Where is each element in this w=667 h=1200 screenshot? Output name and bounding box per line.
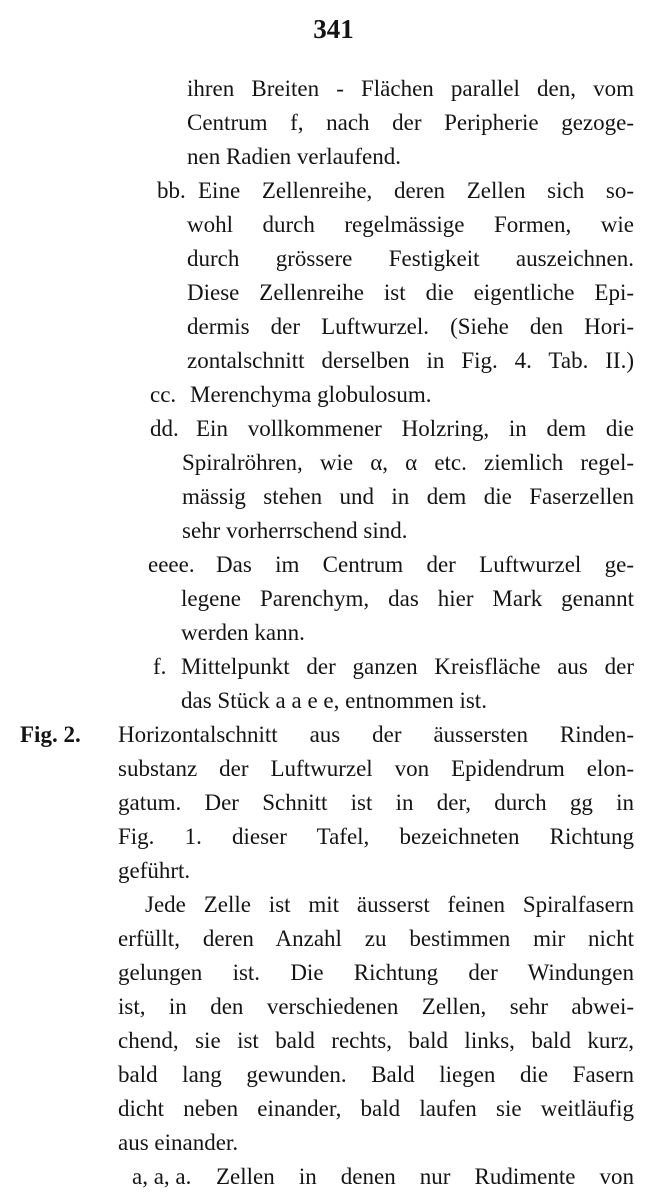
- text-line: Diese Zellenreihe ist die eigentliche Epi-: [187, 280, 634, 305]
- text-line: Jede Zelle ist mit äusserst feinen Spiralfasern: [145, 892, 634, 917]
- text-line: aus einander.: [118, 1130, 239, 1155]
- page-number: 341: [313, 14, 354, 44]
- text-line: gelungen ist. Die Richtung der Windungen: [118, 960, 634, 985]
- text-line: werden kann.: [181, 620, 305, 645]
- text-line: geführt.: [118, 858, 191, 883]
- text-line: mässig stehen und in dem die Faserzellen: [182, 484, 634, 509]
- text-line: Ein vollkommener Holzring, in dem die: [196, 416, 634, 441]
- text-line: Das im Centrum der Luftwurzel ge-: [216, 552, 634, 577]
- item-label-dd: dd.: [150, 416, 179, 441]
- item-label-cc: cc.: [150, 382, 177, 407]
- text-line: dermis der Luftwurzel. (Siehe den Hori-: [187, 314, 634, 339]
- text-line: gatum. Der Schnitt ist in der, durch gg in: [118, 790, 634, 815]
- text-line: legene Parenchym, das hier Mark genannt: [181, 586, 634, 611]
- text-line: ist, in den verschiedenen Zellen, sehr abwei-: [118, 994, 634, 1019]
- text-line: Mittelpunkt der ganzen Kreisfläche aus der: [181, 654, 634, 679]
- text-line: bald lang gewunden. Bald liegen die Fasern: [118, 1062, 634, 1087]
- text-line: Spiralröhren, wie α, α etc. ziemlich regel-: [182, 450, 634, 475]
- text-line: Centrum f, nach der Peripherie gezoge-: [187, 110, 634, 135]
- item-label-f: f.: [153, 654, 167, 679]
- item-label-bb: bb.: [157, 178, 186, 203]
- text-line: Zellen in denen nur Rudimente von: [216, 1164, 634, 1189]
- text-line: chend, sie ist bald rechts, bald links, bald kurz,: [118, 1028, 634, 1053]
- text-line: durch grössere Festigkeit auszeichnen.: [187, 246, 634, 271]
- text-line: das Stück a a e e, entnommen ist.: [181, 688, 487, 713]
- text-line: dicht neben einander, bald laufen sie weitläufig: [118, 1096, 634, 1121]
- text-line: sehr vorherrschend sind.: [182, 518, 408, 543]
- text-line: erfüllt, deren Anzahl zu bestimmen mir nicht: [118, 926, 634, 951]
- figure-label: Fig. 2.: [20, 722, 81, 747]
- text-line: wohl durch regelmässige Formen, wie: [187, 212, 634, 237]
- text-line: Fig. 1. dieser Tafel, bezeichneten Richtung: [118, 824, 634, 849]
- text-line: zontalschnitt derselben in Fig. 4. Tab. II.): [187, 348, 634, 373]
- text-line: nen Radien verlaufend.: [187, 144, 401, 169]
- text-line: ihren Breiten - Flächen parallel den, vom: [187, 76, 634, 101]
- item-label-eeee: eeee.: [148, 552, 195, 577]
- text-line: substanz der Luftwurzel von Epidendrum elon-: [118, 756, 634, 781]
- text-line: Horizontalschnitt aus der äussersten Rinden-: [118, 722, 634, 747]
- text-line: Eine Zellenreihe, deren Zellen sich so-: [198, 178, 634, 203]
- text-line: Merenchyma globulosum.: [190, 382, 432, 407]
- item-label-aaa: a, a, a.: [132, 1164, 192, 1189]
